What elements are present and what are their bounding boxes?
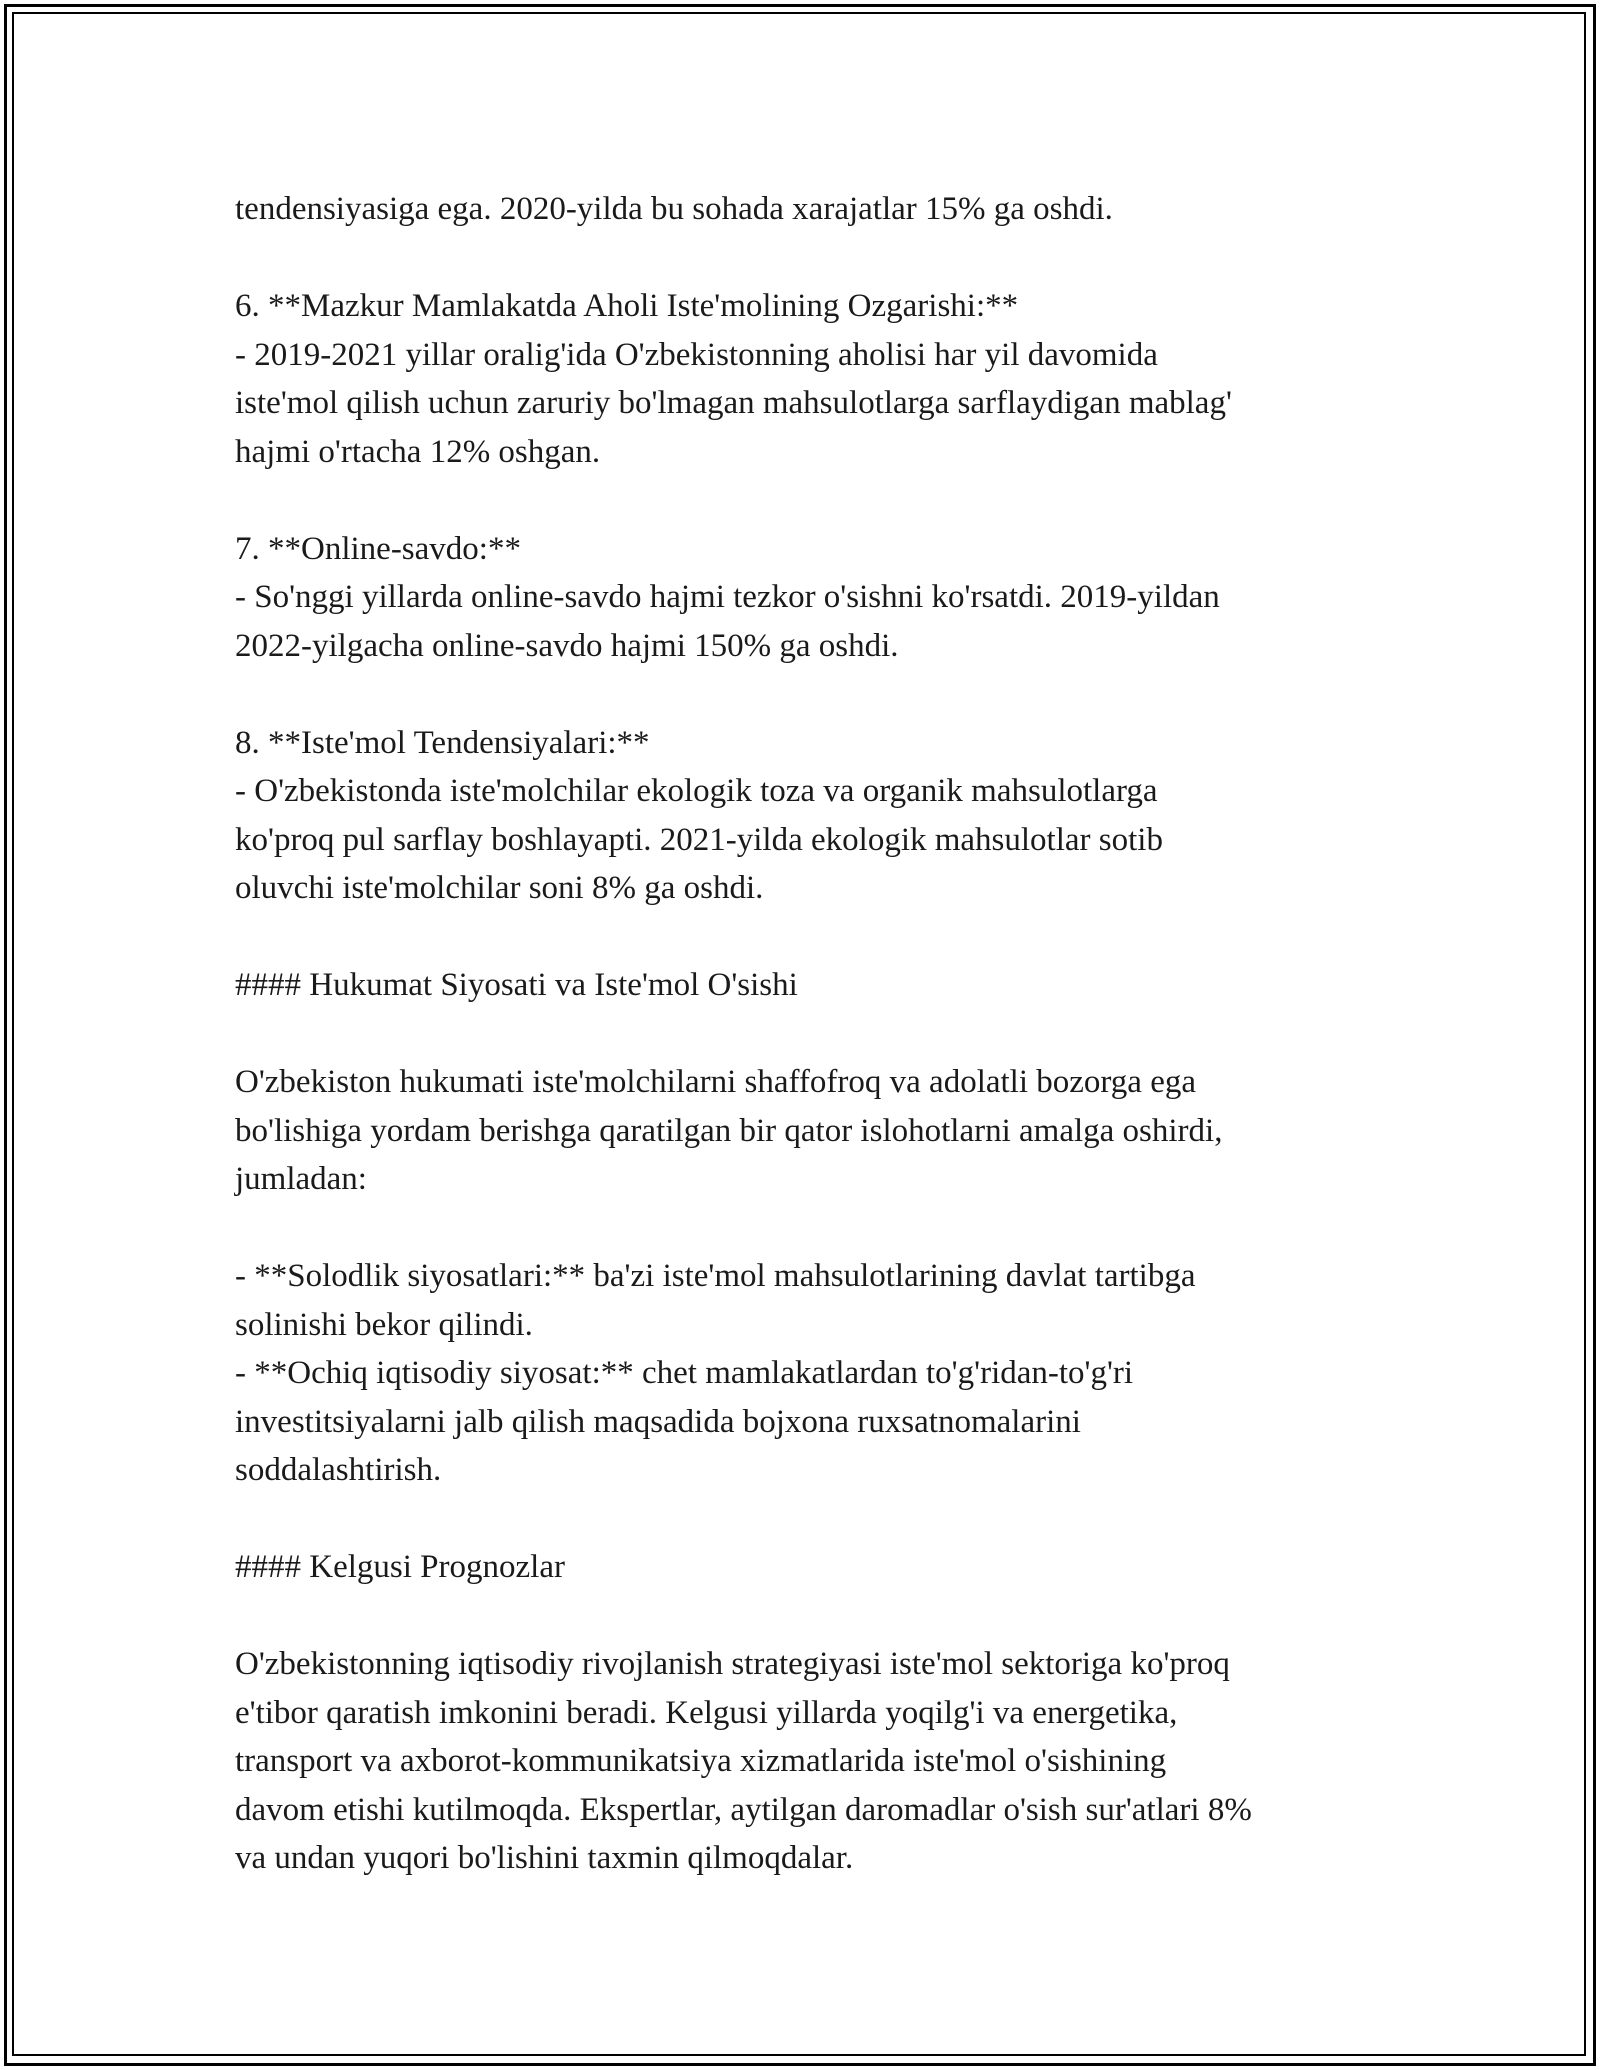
paragraph-reforms-intro: O'zbekiston hukumati iste'molchilarni shaffofroq va adolatli bozorga ega bo'lishiga yordam berishga qaratilgan bir qator islohotlarni amalga oshirdi, jumladan:: [235, 1064, 1223, 1197]
paragraph-continuation: tendensiyasiga ega. 2020-yilda bu sohada xarajatlar 15% ga oshdi.: [235, 191, 1113, 227]
section-heading-forecasts: #### Kelgusi Prognozlar: [235, 1549, 565, 1585]
paragraph-forecasts: O'zbekistonning iqtisodiy rivojlanish strategiyasi iste'mol sektoriga ko'proq e'tibor qaratish imkonini beradi. Kelgusi yillarda yoqilg'i va energetika, transport va axborot-kommunikatsiya xizmatlarida iste'mol o'sishining davom etishi kutilmoqda. Ekspertlar, aytilgan daromadlar o'sish sur'atlari 8% va undan yuqori bo'lishini taxmin qilmoqdalar.: [235, 1646, 1252, 1876]
section-heading-government-policy: #### Hukumat Siyosati va Iste'mol O'sishi: [235, 967, 798, 1003]
list-item-8: 8. **Iste'mol Tendensiyalari:** - O'zbekistonda iste'molchilar ekologik toza va organik mahsulotlarga ko'proq pul sarflay boshlayapti. 2021-yilda ekologik mahsulotlar sotib oluvchi iste'molchilar soni 8% ga oshdi.: [235, 724, 1163, 906]
list-item-7: 7. **Online-savdo:** - So'nggi yillarda online-savdo hajmi tezkor o'sishni ko'rsatdi. 2019-yildan 2022-yilgacha online-savdo hajmi 150% ga oshdi.: [235, 530, 1220, 664]
reform-bullet-list: - **Solodlik siyosatlari:** ba'zi iste'mol mahsulotlarining davlat tartibga solinishi bekor qilindi. - **Ochiq iqtisodiy siyosat:** chet mamlakatlardan to'g'ridan-to'g'ri investitsiyalarni jalb qilish maqsadida bojxona ruxsatnomalarini soddalashtirish.: [235, 1258, 1196, 1488]
document-body: [235, 185, 1385, 1883]
list-item-6: 6. **Mazkur Mamlakatda Aholi Iste'molining Ozgarishi:** - 2019-2021 yillar oralig'ida O'zbekistonning aholisi har yil davomida iste'mol qilish uchun zaruriy bo'lmagan mahsulotlarga sarflaydigan mablag' hajmi o'rtacha 12% oshgan.: [235, 288, 1232, 470]
